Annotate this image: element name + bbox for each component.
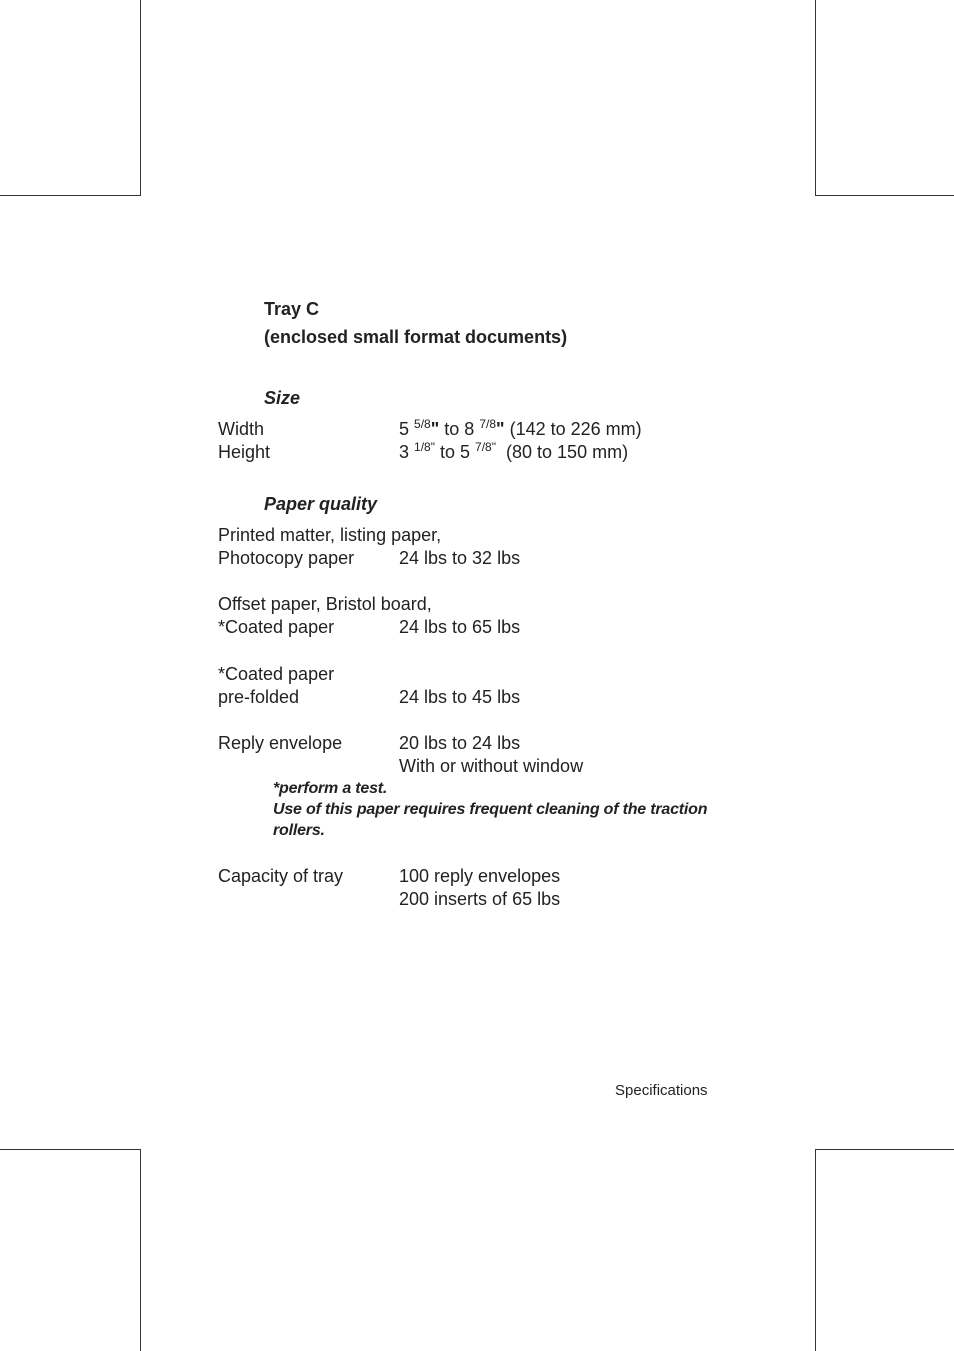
reply-envelope-label: Reply envelope [218,733,343,753]
crop-mark-bottom-left-horizontal [0,1149,141,1150]
quality-group-3-value: 24 lbs to 45 lbs [399,687,521,707]
height-frac-to: 7/8" [475,440,496,454]
height-to: to 5 [440,442,471,462]
crop-mark-bottom-right-vertical [815,1149,816,1351]
width-value [399,418,642,441]
paper-quality-heading: Paper quality [264,494,378,514]
quality-group-3-line1: *Coated paper [218,664,335,684]
crop-mark-top-left-horizontal [0,195,141,196]
width-whole-from: 5 [399,419,410,439]
width-inch-mark-from: " [430,419,440,439]
note-line-1: *perform a test. [273,780,388,797]
crop-mark-top-right-horizontal [815,195,954,196]
crop-mark-top-right-vertical [815,0,816,196]
height-value [399,441,628,464]
width-frac-to: 7/8 [479,417,497,431]
width-to: to 8 [444,419,475,439]
height-whole-from: 3 [399,442,410,462]
width-inch-mark-to: " [496,419,505,439]
height-frac-from: 1/8" [414,440,435,454]
width-metric: (142 to 226 mm) [509,419,642,439]
quality-group-3-label: pre-folded [218,687,300,707]
crop-mark-top-left-vertical [140,0,141,196]
quality-group-2-value: 24 lbs to 65 lbs [399,617,521,637]
quality-group-2-label: *Coated paper [218,617,335,637]
capacity-value-1: 100 reply envelopes [399,866,561,886]
width-frac-from: 5/8 [414,417,431,431]
capacity-label: Capacity of tray [218,866,344,886]
reply-envelope-value: 20 lbs to 24 lbs [399,733,521,753]
height-label: Height [218,442,271,462]
note-line-3: rollers. [273,822,325,839]
page-subtitle: (enclosed small format documents) [264,327,568,347]
quality-group-2-line1: Offset paper, Bristol board, [218,594,432,614]
quality-group-1-value: 24 lbs to 32 lbs [399,548,521,568]
quality-group-1-label: Photocopy paper [218,548,355,568]
quality-group-1-line1: Printed matter, listing paper, [218,525,442,545]
width-label: Width [218,419,265,439]
note-line-2: Use of this paper requires frequent cleaning of the traction [273,801,708,818]
crop-mark-bottom-right-horizontal [815,1149,954,1150]
page-title: Tray C [264,299,320,319]
reply-envelope-value-2: With or without window [399,756,584,776]
crop-mark-bottom-left-vertical [140,1149,141,1351]
size-heading: Size [264,388,301,408]
capacity-value-2: 200 inserts of 65 lbs [399,889,561,909]
page-footer: Specifications [615,1082,708,1099]
height-metric: (80 to 150 mm) [506,442,629,462]
